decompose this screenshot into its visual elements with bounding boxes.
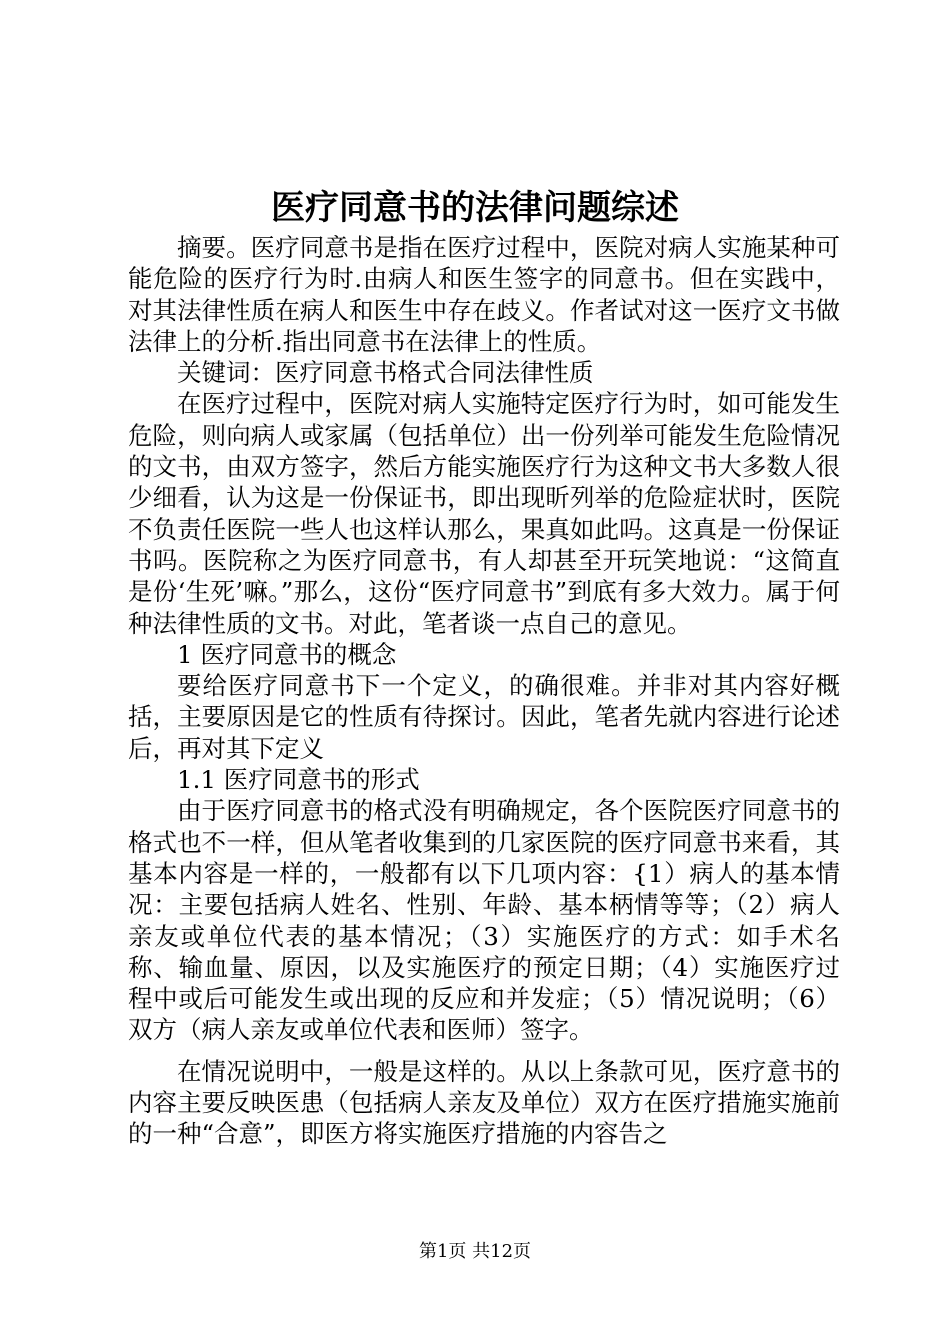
document-body	[128, 232, 840, 1150]
section-heading-1: 1 医疗同意书的概念	[177, 639, 397, 669]
section-heading-1-1: 1.1 医疗同意书的形式	[177, 765, 420, 795]
explanation-paragraph: 在情况说明中，一般是这样的。从以上条款可见，医疗意书的内容主要反映医患（包括病人亲友及单位）双方在医疗措施实施前的一种“合意”，即医方将实施医疗措施的内容告之	[128, 1056, 840, 1149]
intro-paragraph: 在医疗过程中，医院对病人实施特定医疗行为时，如可能发生危险，则向病人或家属（包括单位）出一份列举可能发生危险情况的文书，由双方签字，然后方能实施医疗行为这种文书大多数人很少细看，认为这是一份保证书，即出现昕列举的危险症状时，医院不负责任医院一些人也这样认那么，果真如此吗。这真是一份保证书吗。医院称之为医疗同意书，有人却甚至开玩笑地说：“这简直是份‘生死’嘛。”那么，这份“医疗同意书”到底有多大效力。属于何种法律性质的文书。对此，笔者谈一点自己的意见。	[128, 389, 840, 638]
abstract-paragraph: 摘要。医疗同意书是指在医疗过程中，医院对病人实施某种可能危险的医疗行为时.由病人和医生签字的同意书。但在实践中，对其法律性质在病人和医生中存在歧义。作者试对这一医疗文书做法律上的分析.指出同意书在法律上的性质。	[128, 233, 840, 356]
page-footer: 第1页 共12页	[418, 1241, 532, 1262]
keywords-paragraph: 关键词：医疗同意书格式合同法律性质	[177, 358, 594, 388]
section-1-1-paragraph: 由于医疗同意书的格式没有明确规定，各个医院医疗同意书的格式也不一样，但从笔者收集到的几家医院的医疗同意书来看，其基本内容是一样的，一般都有以下几项内容：{1）病人的基本情况：主要包括病人姓名、性别、年龄、基本柄情等等；（2）病人亲友或单位代表的基本情况；（3）实施医疗的方式：如手术名称、输血量、原因，以及实施医疗的预定日期；（4）实施医疗过程中或后可能发生或出现的反应和并发症；（5）情况说明；（6）双方（病人亲友或单位代表和医师）签字。	[128, 796, 840, 1045]
document-title: 医疗同意书的法律问题综述	[271, 188, 679, 228]
section-1-paragraph: 要给医疗同意书下一个定义，的确很难。并非对其内容好概括，主要原因是它的性质有待探讨。因此，笔者先就内容进行论述后，再对其下定义	[128, 671, 840, 763]
